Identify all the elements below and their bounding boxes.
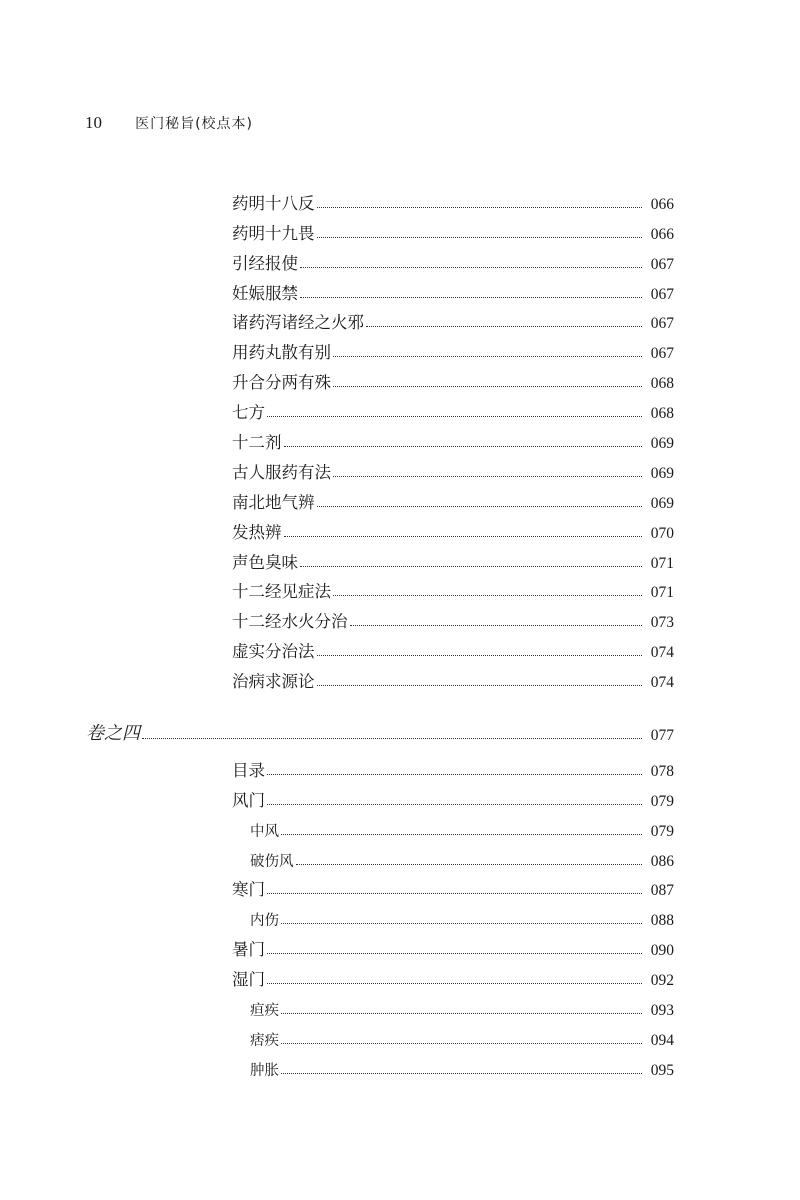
toc-entry-title: 声色臭味	[232, 552, 298, 572]
toc-entry-page: 071	[650, 584, 674, 602]
dot-leader	[281, 834, 642, 835]
toc-entry-title: 湿门	[232, 970, 265, 990]
toc-entry-page: 090	[650, 942, 674, 960]
toc-entry-page: 093	[650, 1002, 674, 1020]
toc-entry-page: 094	[650, 1031, 674, 1049]
toc-entry[interactable]	[0, 751, 800, 781]
dot-leader	[333, 476, 642, 477]
dot-leader	[317, 506, 643, 507]
toc-entry-title: 发热辨	[232, 522, 282, 542]
dot-leader	[366, 326, 642, 327]
toc-entry-title: 药明十九畏	[232, 223, 315, 243]
toc-entry[interactable]	[0, 483, 800, 513]
toc-entry-title: 古人服药有法	[232, 462, 331, 482]
toc-entry-page: 074	[650, 674, 674, 692]
toc-entry[interactable]	[0, 543, 800, 573]
dot-leader	[267, 774, 642, 775]
toc-entry-page: 069	[650, 494, 674, 512]
toc-entry-page: 074	[650, 644, 674, 662]
toc-entry-page: 069	[650, 435, 674, 453]
toc-entry[interactable]	[0, 781, 800, 811]
toc-entry[interactable]	[0, 274, 800, 304]
toc-section-after	[0, 751, 800, 1080]
toc-entry[interactable]	[0, 573, 800, 603]
toc-entry-title: 肿胀	[250, 1062, 279, 1079]
toc-entry-page: 078	[650, 762, 674, 780]
toc-entry[interactable]	[0, 602, 800, 632]
toc-section-before	[0, 184, 800, 692]
dot-leader	[333, 386, 642, 387]
toc-entry-page: 095	[650, 1061, 674, 1079]
book-title: 医门秘旨(校点本)	[135, 116, 254, 132]
toc-entry[interactable]	[0, 513, 800, 543]
toc-entry-page: 066	[650, 195, 674, 213]
toc-entry-page: 092	[650, 972, 674, 990]
toc-entry-title: 破伤风	[250, 853, 294, 870]
dot-leader	[300, 267, 642, 268]
toc-entry-page: 066	[650, 225, 674, 243]
toc-entry[interactable]	[0, 423, 800, 453]
toc-entry-page: 068	[650, 375, 674, 393]
toc-entry-title: 暑门	[232, 940, 265, 960]
toc-entry-title: 十二经见症法	[232, 582, 331, 602]
toc-entry[interactable]	[0, 1050, 800, 1080]
toc-entry-title: 中风	[250, 823, 279, 840]
dot-leader	[284, 536, 643, 537]
toc-entry-title: 十二剂	[232, 433, 282, 453]
toc-entry-title: 疸疾	[250, 1003, 279, 1020]
toc-chapter-entry[interactable]	[0, 715, 800, 745]
toc-entry[interactable]	[0, 930, 800, 960]
toc-entry-title: 卷之四	[86, 723, 140, 745]
toc-entry-title: 用药丸散有别	[232, 343, 331, 363]
toc-entry-page: 071	[650, 554, 674, 572]
dot-leader	[281, 1073, 642, 1074]
toc-entry-page: 067	[650, 255, 674, 273]
toc-entry-page: 077	[650, 727, 674, 745]
toc-entry[interactable]	[0, 990, 800, 1020]
toc-entry[interactable]	[0, 811, 800, 841]
dot-leader	[317, 655, 643, 656]
toc-entry-page: 079	[650, 822, 674, 840]
toc-entry-title: 目录	[232, 760, 265, 780]
dot-leader	[284, 446, 643, 447]
toc-entry-title: 风门	[232, 790, 265, 810]
toc-entry[interactable]	[0, 333, 800, 363]
toc-entry[interactable]	[0, 871, 800, 901]
toc-entry-page: 073	[650, 614, 674, 632]
dot-leader	[317, 685, 643, 686]
toc-entry-page: 069	[650, 464, 674, 482]
dot-leader	[267, 983, 642, 984]
dot-leader	[267, 893, 642, 894]
toc-entry-title: 内伤	[250, 913, 279, 930]
dot-leader	[333, 356, 642, 357]
dot-leader	[350, 625, 643, 626]
toc-entry-title: 十二经水火分治	[232, 612, 348, 632]
dot-leader	[281, 1013, 642, 1014]
toc-entry[interactable]	[0, 453, 800, 483]
toc-entry[interactable]	[0, 1020, 800, 1050]
toc-entry-page: 070	[650, 524, 674, 542]
toc-entry-page: 088	[650, 912, 674, 930]
toc-entry[interactable]	[0, 841, 800, 871]
dot-leader	[296, 864, 643, 865]
dot-leader	[333, 595, 642, 596]
toc-entry[interactable]	[0, 184, 800, 214]
table-of-contents	[0, 184, 800, 1080]
toc-entry[interactable]	[0, 960, 800, 990]
toc-entry[interactable]	[0, 900, 800, 930]
toc-entry-page: 067	[650, 285, 674, 303]
toc-entry[interactable]	[0, 304, 800, 334]
toc-entry-title: 引经报使	[232, 253, 298, 273]
dot-leader	[267, 416, 642, 417]
dot-leader	[281, 1043, 642, 1044]
toc-entry-title: 诸药泻诸经之火邪	[232, 313, 364, 333]
dot-leader	[317, 237, 643, 238]
dot-leader	[281, 923, 642, 924]
toc-entry-title: 七方	[232, 403, 265, 423]
toc-entry-title: 痞疾	[250, 1032, 279, 1049]
toc-entry-page: 087	[650, 882, 674, 900]
toc-entry-page: 079	[650, 792, 674, 810]
toc-entry[interactable]	[0, 214, 800, 244]
dot-leader	[267, 953, 642, 954]
toc-entry-title: 治病求源论	[232, 672, 315, 692]
toc-entry-page: 068	[650, 405, 674, 423]
toc-entry-title: 妊娠服禁	[232, 283, 298, 303]
toc-entry-page: 067	[650, 345, 674, 363]
page-number: 10	[85, 113, 102, 132]
toc-entry[interactable]	[0, 632, 800, 662]
dot-leader	[300, 566, 642, 567]
toc-entry-title: 升合分两有殊	[232, 373, 331, 393]
toc-entry-page: 067	[650, 315, 674, 333]
toc-entry-title: 虚实分治法	[232, 642, 315, 662]
dot-leader	[300, 297, 642, 298]
toc-entry[interactable]	[0, 662, 800, 692]
dot-leader	[317, 207, 643, 208]
toc-entry[interactable]	[0, 244, 800, 274]
toc-entry-title: 寒门	[232, 880, 265, 900]
toc-entry[interactable]	[0, 363, 800, 393]
dot-leader	[267, 804, 642, 805]
toc-entry-page: 086	[650, 852, 674, 870]
dot-leader	[142, 738, 642, 739]
toc-entry-title: 药明十八反	[232, 193, 315, 213]
toc-entry-title: 南北地气辨	[232, 492, 315, 512]
toc-entry[interactable]	[0, 393, 800, 423]
running-head	[85, 112, 253, 135]
